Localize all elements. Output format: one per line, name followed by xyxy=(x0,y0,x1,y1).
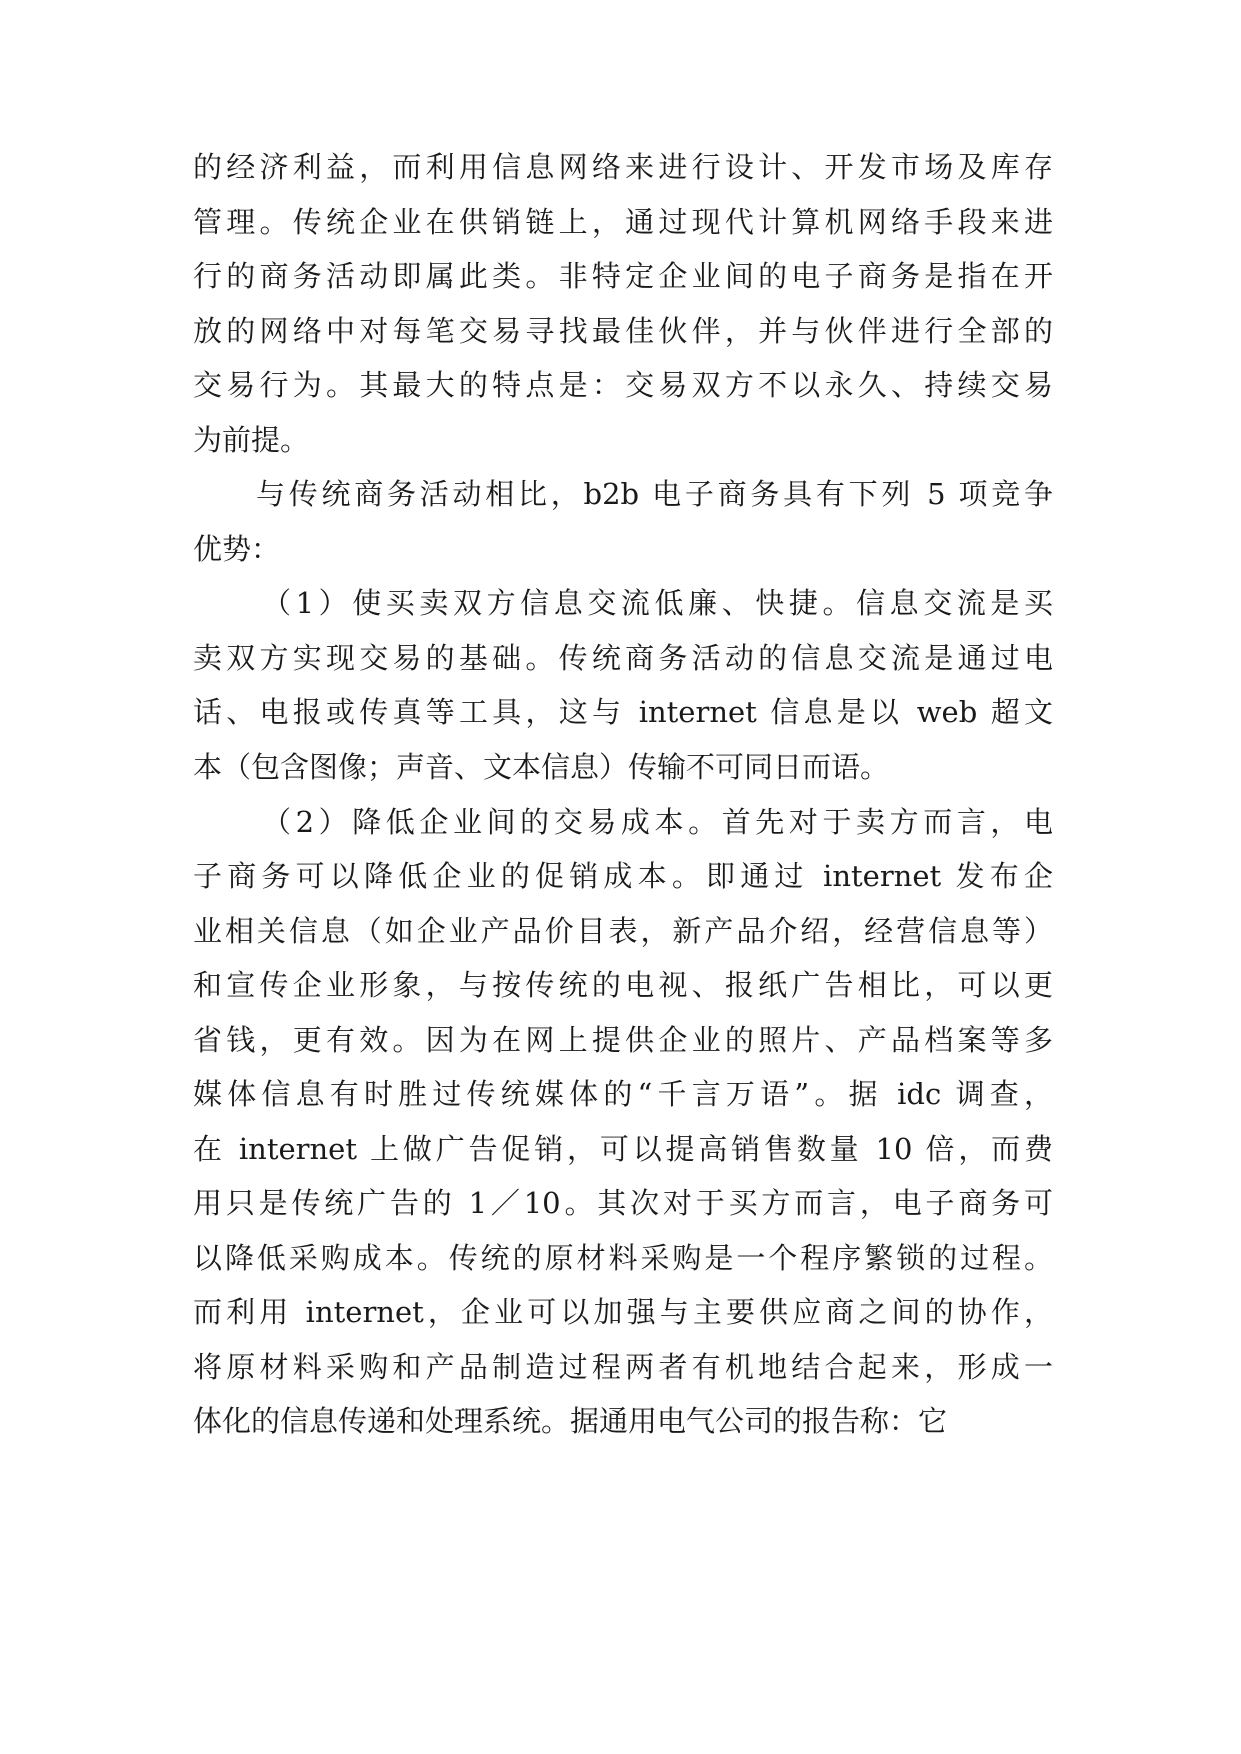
text-line: （2）降低企业间的交易成本。首先对于卖方而言，电 xyxy=(262,805,1053,839)
text-line: 的经济利益，而利用信息网络来进行设计、开发市场及库存 xyxy=(193,150,1053,184)
text-line: 与传统商务活动相比，b2b 电子商务具有下列 5 项竞争 xyxy=(256,477,1053,511)
text-line: 而利用 internet，企业可以加强与主要供应商之间的协作， xyxy=(193,1295,1053,1329)
text-line: 卖双方实现交易的基础。传统商务活动的信息交流是通过电 xyxy=(193,641,1053,675)
text-line: 体化的信息传递和处理系统。据通用电气公司的报告称：它 xyxy=(193,1404,948,1438)
text-line: 本（包含图像；声音、文本信息）传输不可同日而语。 xyxy=(193,750,890,784)
text-line: 在 internet 上做广告促销，可以提高销售数量 10 倍，而费 xyxy=(193,1132,1053,1166)
text-line: 子商务可以降低企业的促销成本。即通过 internet 发布企 xyxy=(193,859,1053,893)
text-line: 媒体信息有时胜过传统媒体的“千言万语”。据 idc 调查， xyxy=(193,1077,1053,1111)
text-line: 优势： xyxy=(193,532,281,566)
text-line: 交易行为。其最大的特点是：交易双方不以永久、持续交易 xyxy=(193,368,1053,402)
text-line: 话、电报或传真等工具，这与 internet 信息是以 web 超文 xyxy=(193,695,1053,729)
text-line: 和宣传企业形象，与按传统的电视、报纸广告相比，可以更 xyxy=(193,968,1053,1002)
text-line: 行的商务活动即属此类。非特定企业间的电子商务是指在开 xyxy=(193,259,1053,293)
text-line: 业相关信息（如企业产品价目表，新产品介绍，经营信息等） xyxy=(193,914,1053,948)
text-line: （1）使买卖双方信息交流低廉、快捷。信息交流是买 xyxy=(262,586,1053,620)
text-line: 用只是传统广告的 1／10。其次对于买方而言，电子商务可 xyxy=(193,1186,1053,1220)
text-line: 管理。传统企业在供销链上，通过现代计算机网络手段来进 xyxy=(193,205,1053,239)
text-line: 将原材料采购和产品制造过程两者有机地结合起来，形成一 xyxy=(193,1350,1053,1384)
text-line: 省钱，更有效。因为在网上提供企业的照片、产品档案等多 xyxy=(193,1023,1053,1057)
text-line: 以降低采购成本。传统的原材料采购是一个程序繁锁的过程。 xyxy=(193,1241,1053,1275)
text-line: 放的网络中对每笔交易寻找最佳伙伴，并与伙伴进行全部的 xyxy=(193,314,1053,348)
text-line: 为前提。 xyxy=(193,423,310,457)
